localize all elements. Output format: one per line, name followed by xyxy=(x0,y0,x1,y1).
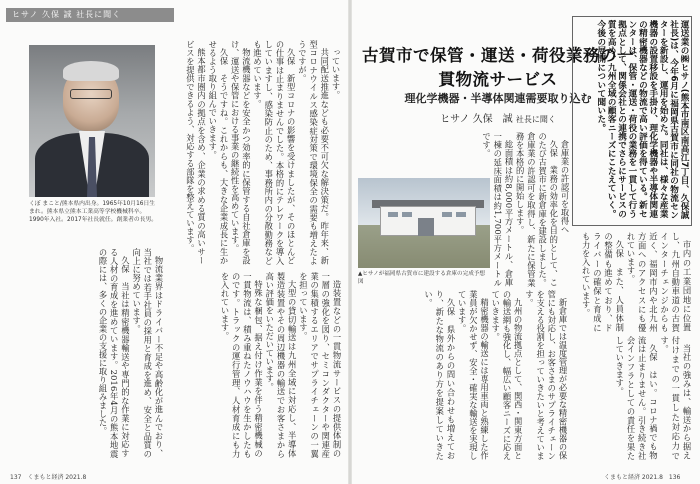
portrait-caption: くぼ まこと/熊本県内出身。1965年10月16日生まれ。熊本県立熊本工業高等学校機械科卒。1990年入社。2017年社長就任。創業者の長男。 xyxy=(29,201,158,223)
portrait-glasses xyxy=(70,89,112,99)
article-column-right-lower-a xyxy=(358,290,568,460)
byline-name: ヒサノ 久保 誠 xyxy=(440,114,513,125)
book-gutter xyxy=(348,0,352,484)
article-paragraph: 共同配送推進なども必要不可欠な解決策だ。昨年来、新型コロナウイルス感染症対策で環境保全の需要も増えたようですが。 xyxy=(297,40,330,265)
warehouse-caption: ▲ヒサノが福岡県古賀市に建設する倉庫の完成予想図 xyxy=(358,271,485,285)
article-paragraph: 市内の工業団地に位置し、九州自動車道の古賀インターチェンジからも近く、福岡市内や北九州方面へのアクセスにも優れています。 xyxy=(625,232,692,332)
article-paragraph: 物流業界はドライバー不足や高齢化が進んでおり、当社では若手社員の採用と育成を進め、安全と品質の向上に努めています。 xyxy=(131,248,164,458)
page-number-left: 137 くまもと経済 2021.8 xyxy=(10,474,87,481)
article-paragraph: 久保 また、人員体制の整備も進めており、ドライバーの確保と育成にも力を入れています。 xyxy=(581,232,625,332)
portrait-photo xyxy=(29,45,155,197)
article-column-left-lower-b xyxy=(170,272,342,458)
article-column-left-upper xyxy=(165,40,341,265)
article-paragraph: 当社の強みは、輸送から据え付けまでの一貫した対応力です。 xyxy=(659,336,692,460)
article-column-left-lower-a xyxy=(14,248,164,458)
article-paragraph: 久保 当社は精密機器輸送や専門的な作業に対応する人材の育成を進めています。2016年4月の熊本地震の際には、多くの企業の支援に取り組みました。 xyxy=(97,248,131,458)
article-column-right-mid xyxy=(572,232,692,332)
warehouse-window xyxy=(388,212,398,217)
warehouse-window xyxy=(442,212,452,217)
article-lead: 運送業の㈱ヒサノ(熊本市南区南高江7丁目、久保誠社長)は、今年6月に福岡県古賀市に同社の物流センターを新設し、運用を始めた。同社は、様々な産業機器の設置移設を手掛け、理化学機器や半導体関連の精密機器などの物流で高い評価を得ている。新センターは、保管・運送・荷役の業務を一貫して行う拠点として、関係会社との連携でさらにサービスの質を高め、九州全域の顧客ニーズにこたえていく。今後の展開について聞いた。 xyxy=(595,20,689,220)
article-paragraph: 総面積は約8,000平方メートル、倉庫一棟の延床面積は約1,700平方メートルです。 xyxy=(481,132,514,287)
byline-suffix: 社長に聞く xyxy=(515,115,556,124)
warehouse-window xyxy=(402,212,412,217)
article-paragraph: 久保 そうですね。これからも、大きな企業成長に生かせるよう取り組んでいきます。 xyxy=(207,40,229,265)
article-paragraph: 久保 はい。コロナ禍でも物流は止まりません。引き続き社会インフラとしての責任を果たしていきます。 xyxy=(614,336,659,460)
article-paragraph: 倉庫業の許認可を取得へ xyxy=(560,140,570,234)
article-paragraph: 物流機器などを安全かつ効率的に保管する自社倉庫を設け、運送や保管における事業の継続性を高めています。 xyxy=(230,40,252,265)
article-paragraph: 精密機器の輸送には専用車両と熟練した作業員が欠かせず、安全・確実な輸送を実現しています。 xyxy=(457,290,490,460)
article-column-right-lower-b xyxy=(572,336,692,460)
article-paragraph: 特殊な梱包、据え付け作業を伴う精密機械の一貫物流は、積み重ねたノウハウを生かしたものです。トラックの運行管理、人材育成にも力を入れています。 xyxy=(219,272,264,458)
article-paragraph: 久保 業務の効率化を目的として、このたび古賀市に新倉庫を建設しました。倉庫業の許認可を取得し、新たに保管業務を本格的に開始します。 xyxy=(515,132,559,287)
warehouse-rendering xyxy=(358,178,490,268)
article-column-right-upper xyxy=(481,132,570,287)
article-paragraph: 久保 県外からの問い合わせも増えており、新たな物流のあり方を提案していきたい。 xyxy=(423,290,456,460)
header-label: ヒサノ 久保 誠 社長に聞く xyxy=(12,10,122,19)
article-paragraph: っています。 xyxy=(331,48,341,100)
article-paragraph: 大型の貸切輸送は九州全域に対応し、半導体製造装置やその周辺機器の輸送でお客さまから高い評価をいただいています。 xyxy=(264,272,298,458)
page-number-right: くまもと経済 2021.8 136 xyxy=(604,474,681,481)
article-subtitle: 理化学機器・半導体関連需要取り込む xyxy=(404,92,592,105)
article-paragraph: 久保 新型コロナの影響を受けましたが、そのほとんどの仕事は止まりませんでした。本格的にテレワークを導入していますし、感染防止のため、事務所内の分散勤務なども進めています。 xyxy=(252,40,297,265)
article-paragraph: 九州の物流拠点として、関西・関東方面との輸送網も強化し、幅広い顧客ニーズに応えていきます。 xyxy=(490,290,524,460)
article-paragraph: 新倉庫では温度管理が必要な精密機器の保管にも対応し、お客さまのサプライチェーンを支える役割を担っていきたいと考えています。 xyxy=(524,290,568,460)
article-title: 古賀市で保管・運送・荷役業務の一貫物流サービス xyxy=(362,46,634,89)
portrait-hair xyxy=(63,61,119,81)
warehouse-door xyxy=(418,218,434,236)
article-paragraph: 造装置などの一貫物流サービスの提供体制の一層の強化を図り、セミコンダクターや関連産業の集積するエリアでサプライチェーンの一翼を担っています。 xyxy=(298,272,342,458)
warehouse-window xyxy=(456,212,466,217)
article-paragraph: 熊本都市圏内の拠点を含め、企業の求める質の高いサービスを提供できるよう、対応する部隊を整えています。 xyxy=(185,40,207,265)
